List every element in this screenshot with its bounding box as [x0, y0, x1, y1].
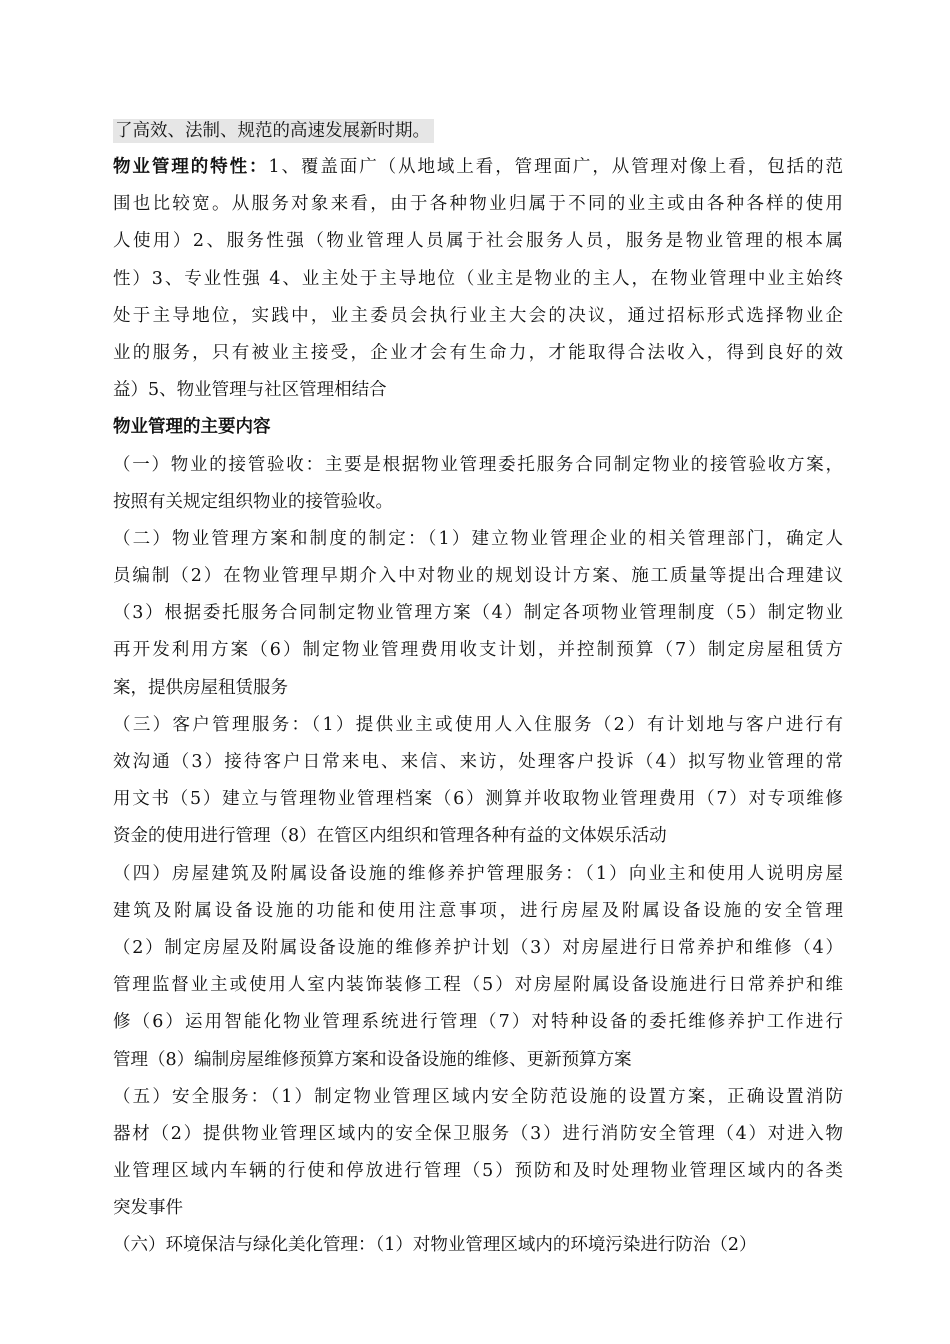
paragraph-line: （一）物业的接管验收：主要是根据物业管理委托服务合同制定物业的接管验收方案， — [113, 454, 843, 475]
paragraph-line: 按照有关规定组织物业的接管验收。 — [113, 491, 393, 512]
paragraph-line: （五）安全服务：（1）制定物业管理区域内安全防范设施的设置方案，正确设置消防 — [113, 1086, 843, 1107]
section-heading: 物业管理的主要内容 — [113, 417, 271, 438]
paragraph-line: （六）环境保洁与绿化美化管理：（1）对物业管理区域内的环境污染进行防治（2） — [113, 1235, 757, 1256]
paragraph-line: 业管理区域内车辆的行使和停放进行管理（5）预防和及时处理物业管理区域内的各类 — [113, 1161, 843, 1182]
paragraph-line: 器材（2）提供物业管理区域内的安全保卫服务（3）进行消防安全管理（4）对进入物 — [113, 1123, 843, 1144]
paragraph-line — [113, 149, 843, 186]
paragraph-line: （二）物业管理方案和制度的制定：（1）建立物业管理企业的相关管理部门，确定人 — [113, 528, 843, 549]
paragraph-text: 1、覆盖面广（从地域上看，管理面广，从管理对像上看，包括的范 — [268, 157, 843, 177]
paragraph-line: 效沟通（3）接待客户日常来电、来信、来访，处理客户投诉（4）拟写物业管理的常 — [113, 752, 843, 772]
paragraph-line: 益）5、物业管理与社区管理相结合 — [113, 380, 387, 401]
paragraph-line: （3）根据委托服务合同制定物业管理方案（4）制定各项物业管理制度（5）制定物业 — [113, 603, 843, 624]
paragraph-line: 用文书（5）建立与管理物业管理档案（6）测算并收取物业管理费用（7）对专项维修 — [113, 789, 843, 810]
paragraph-line: 人使用）2、服务性强（物业管理人员属于社会服务人员，服务是物业管理的根本属 — [113, 231, 843, 252]
paragraph-line: 再开发利用方案（6）制定物业管理费用收支计划，并控制预算（7）制定房屋租赁方 — [113, 640, 843, 661]
paragraph-line — [113, 113, 843, 149]
paragraph-line: 修（6）运用智能化物业管理系统进行管理（7）对特种设备的委托维修养护工作进行 — [113, 1012, 843, 1033]
highlighted-text: 了高效、法制、规范的高速发展新时期。 — [113, 119, 434, 143]
paragraph-line: 员编制（2）在物业管理早期介入中对物业的规划设计方案、施工质量等提出合理建议 — [113, 566, 843, 587]
paragraph-line: 性）3、专业性强 4、业主处于主导地位（业主是物业的主人，在物业管理中业主始终 — [113, 268, 843, 289]
paragraph-line: 处于主导地位，实践中，业主委员会执行业主大会的决议，通过招标形式选择物业企 — [113, 305, 843, 326]
paragraph-line: 案，提供房屋租赁服务 — [113, 677, 288, 698]
paragraph-line: 建筑及附属设备设施的功能和使用注意事项，进行房屋及附属设备设施的安全管理 — [113, 900, 843, 921]
paragraph-line: （四）房屋建筑及附属设备设施的维修养护管理服务：（1）向业主和使用人说明房屋 — [113, 863, 843, 884]
paragraph-line: 业的服务，只有被业主接受，企业才会有生命力，才能取得合法收入，得到良好的效 — [113, 342, 843, 363]
paragraph-line: 资金的使用进行管理（8）在管区内组织和管理各种有益的文体娱乐活动 — [113, 826, 667, 847]
paragraph-line: 围也比较宽。从服务对象来看，由于各种物业归属于不同的业主或由各种各样的使用 — [113, 194, 843, 215]
section-heading: 物业管理的特性： — [113, 157, 269, 177]
paragraph-line: 管理（8）编制房屋维修预算方案和设备设施的维修、更新预算方案 — [113, 1049, 632, 1070]
paragraph-line: （三）客户管理服务：（1）提供业主或使用人入住服务（2）有计划地与客户进行有 — [113, 714, 843, 735]
paragraph-line: 突发事件 — [113, 1198, 183, 1219]
paragraph-line: （2）制定房屋及附属设备设施的维修养护计划（3）对房屋进行日常养护和维修（4） — [113, 937, 843, 958]
paragraph-line: 管理监督业主或使用人室内装饰装修工程（5）对房屋附属设备设施进行日常养护和维 — [113, 975, 843, 996]
document-body — [113, 113, 843, 1265]
